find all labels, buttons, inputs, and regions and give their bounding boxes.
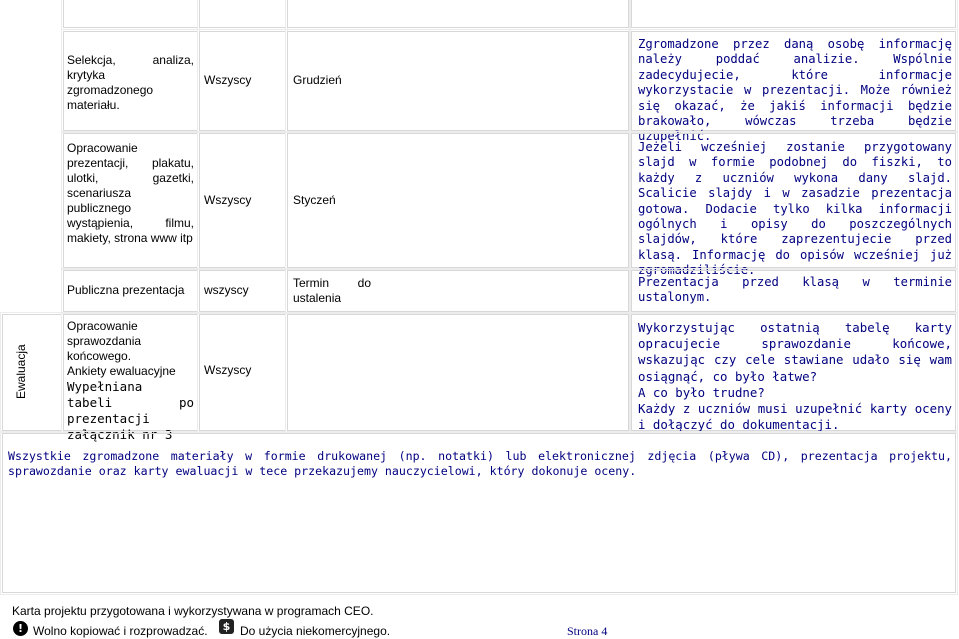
table-cell bbox=[63, 0, 198, 28]
table-cell bbox=[199, 0, 286, 28]
row1-who: Wszyscy bbox=[204, 73, 252, 87]
row4-who: Wszyscy bbox=[204, 363, 252, 377]
footer-license-copy: Wolno kopiować i rozprowadzać. bbox=[33, 624, 208, 638]
row1-activity: Selekcja, analiza, krytyka zgromadzonego materiału. bbox=[67, 53, 194, 112]
row3-when: Termin do ustalenia bbox=[293, 276, 371, 305]
noncommercial-icon: $ bbox=[219, 619, 234, 634]
footer-license-noncommercial: Do użycia niekomercyjnego. bbox=[240, 624, 391, 638]
section-label-ewaluacja: Ewaluacja bbox=[14, 344, 28, 399]
copy-license-icon: ! bbox=[13, 621, 28, 636]
page-number: Strona 4 bbox=[567, 624, 608, 638]
row4-activity-line: końcowego. bbox=[67, 349, 132, 363]
section-cell bbox=[2, 314, 62, 431]
table-cell bbox=[287, 0, 629, 28]
table-cell bbox=[287, 133, 629, 268]
row4-activity bbox=[67, 319, 194, 443]
row1-notes: Zgromadzone przez daną osobę informację należy poddać analizie. Wspólnie zadecydujecie, które informacje wykorzystacie w prezentacji. Może również się okazać, że jakiś informacji będzie brakowało, wówczas trzeba będzie uzupełnić. bbox=[638, 37, 952, 144]
row3-activity: Publiczna prezentacja bbox=[67, 283, 185, 297]
row1-when: Grudzień bbox=[293, 73, 342, 87]
row4-activity-mono: Wypełniana tabeli po prezentacji załącznik nr 3 bbox=[67, 379, 194, 442]
row4-notes-line: Wykorzystując ostatnią tabelę karty opracujecie sprawozdanie końcowe, wskazując czy cele stawiane udało się wam osiągnąć, co było łatwe? bbox=[638, 320, 952, 384]
row4-notes-line: Każdy z uczniów musi uzupełnić karty oceny i dołączyć do dokumentacji. bbox=[638, 401, 952, 433]
row4-activity-line: Opracowanie bbox=[67, 319, 138, 333]
row2-notes: Jeżeli wcześniej zostanie przygotowany slajd w formie podobnej do fiszki, to każdy z uczniów wykona dany slajd. Scalicie slajdy i w zasadzie prezentacja gotowa. Dodacie tylko kilka informacji ogólnych i opisy do poszczególnych slajdów, które zaprezentujecie przed klasą. Informację do opisów wcześniej już zgromadziliście. bbox=[638, 140, 952, 278]
row3-who: wszyscy bbox=[204, 283, 249, 297]
row2-who: Wszyscy bbox=[204, 193, 252, 207]
table-cell bbox=[631, 0, 956, 28]
row4-notes bbox=[638, 320, 952, 433]
row2-activity: Opracowanie prezentacji, plakatu, ulotki, gazetki, scenariusza publicznego wystąpienia, filmu, makiety, strona www itp bbox=[67, 141, 194, 245]
row4-notes-line: A co było trudne? bbox=[638, 384, 765, 400]
table-cell bbox=[287, 314, 629, 431]
row2-when: Styczeń bbox=[293, 193, 336, 207]
summary-text: Wszystkie zgromadzone materiały w formie drukowanej (np. notatki) lub elektronicznej zdjęcia (pływa CD), prezentacja projektu, sprawozdanie oraz karty ewaluacji w tece przekazujemy nauczycielowi, który dokonuje oceny. bbox=[8, 449, 952, 479]
row3-notes: Prezentacja przed klasą w terminie ustalonym. bbox=[638, 275, 952, 305]
footer-credit: Karta projektu przygotowana i wykorzystywana w programach CEO. bbox=[12, 604, 374, 618]
row4-activity-extra: Ankiety ewaluacyjne bbox=[67, 364, 176, 378]
row4-activity-line: sprawozdania bbox=[67, 334, 142, 348]
